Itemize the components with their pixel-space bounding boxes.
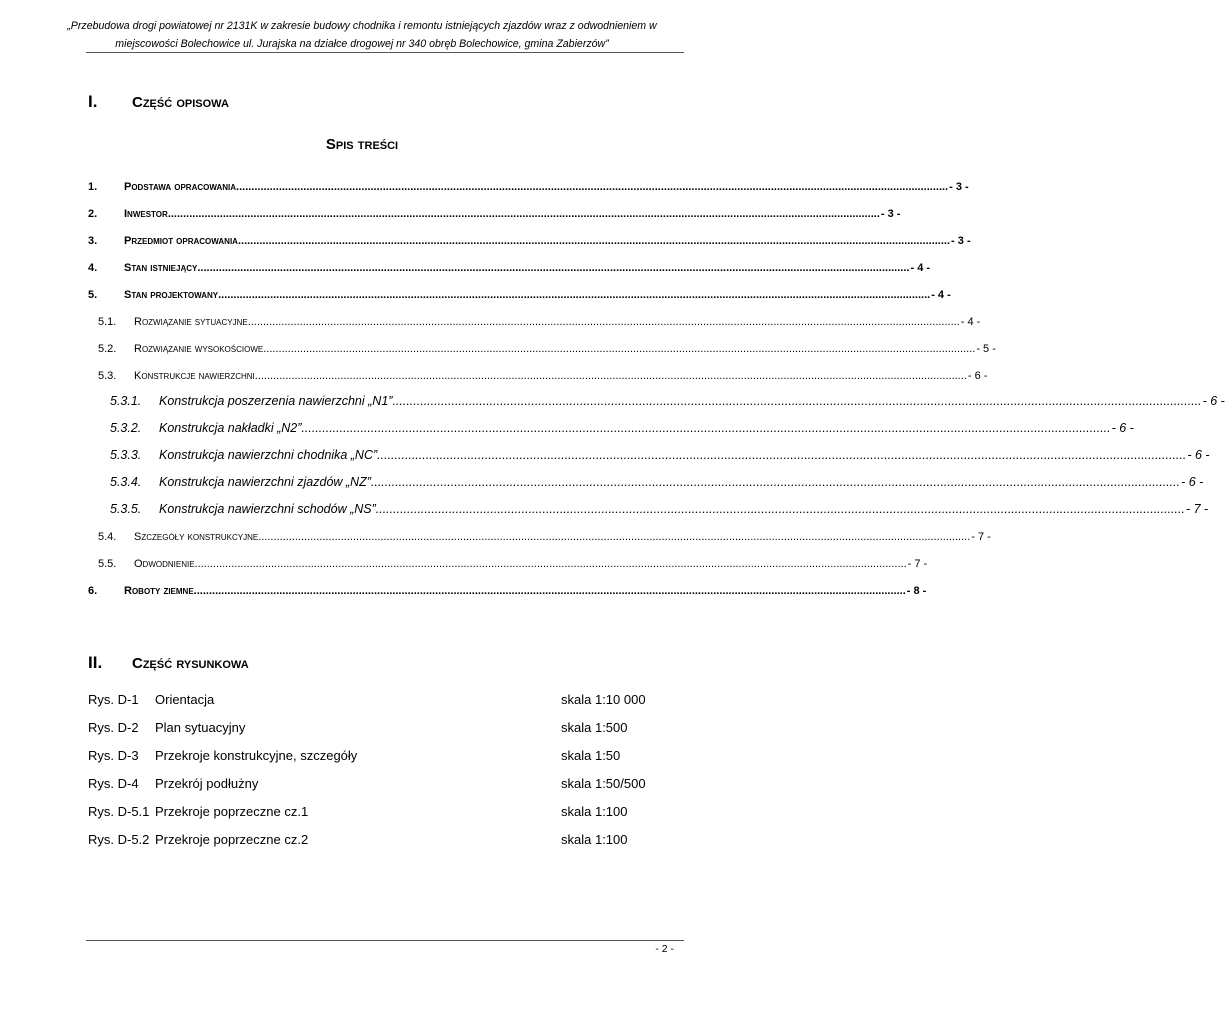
toc-entry-label: Konstrukcja poszerzenia nawierzchni „N1” (159, 394, 393, 408)
toc-entry-label: Szczegóły konstrukcyjne (134, 531, 259, 543)
toc-entry-page: - 6 - (1187, 448, 1210, 462)
toc-entry[interactable] (88, 415, 1134, 435)
toc-entry-number: 5.3.5. (110, 502, 142, 516)
toc-entry-number: 6. (88, 585, 98, 597)
toc-entry[interactable] (88, 577, 927, 597)
toc-entry-number: 5.4. (98, 531, 117, 543)
drawing-scale: skala 1:100 (561, 832, 628, 847)
toc-entry-label: Inwestor (124, 208, 168, 220)
footer-divider (86, 940, 684, 941)
toc-entry-page: - 4 - (910, 262, 931, 274)
toc-leader-dots: ......................................................................................................................................................................................................................................... (263, 343, 976, 355)
toc-entry[interactable] (88, 442, 1210, 462)
document-header (40, 17, 684, 53)
toc-entry-label: Podstawa opracowania (124, 181, 237, 193)
toc-entry-number: 5.5. (98, 558, 117, 570)
toc-entry-label: Konstrukcja nawierzchni zjazdów „NZ” (159, 475, 371, 489)
toc-entry-page: - 3 - (951, 235, 971, 247)
toc-entry-page: - 6 - (1181, 475, 1204, 489)
part-2-title: Część rysunkowa (132, 655, 249, 672)
toc-entry-number: 4. (88, 262, 98, 274)
toc-entry[interactable] (88, 335, 996, 355)
header-divider (86, 52, 684, 53)
drawing-row (88, 776, 672, 796)
toc-entry[interactable] (88, 388, 1225, 408)
toc-entry-page: - 3 - (949, 181, 969, 193)
toc-entry[interactable] (88, 254, 931, 274)
drawing-scale: skala 1:50/500 (561, 776, 646, 791)
toc-entry-page: - 5 - (976, 343, 996, 355)
toc-entry-number: 5.1. (98, 316, 117, 328)
toc-entry-number: 5.3.2. (110, 421, 142, 435)
toc-entry-number: 5.3. (98, 370, 117, 382)
toc-entry-page: - 6 - (1202, 394, 1225, 408)
drawing-name: Przekroje poprzeczne cz.1 (155, 804, 309, 819)
toc-entry-number: 1. (88, 181, 98, 193)
toc-leader-dots: ......................................................................................................................................................................................................................................... (167, 208, 880, 220)
toc-entry[interactable] (88, 362, 988, 382)
toc-leader-dots: ......................................................................................................................................................................................................................................... (193, 585, 906, 597)
toc-entry-page: - 6 - (967, 370, 988, 382)
toc-entry-number: 5.3.3. (110, 448, 142, 462)
toc-entry-label: Odwodnienie (134, 558, 195, 570)
drawing-name: Przekrój podłużny (155, 776, 259, 791)
drawing-code: Rys. D-3 (88, 748, 139, 763)
toc-entry-number: 5. (88, 289, 98, 301)
header-line-1: „Przebudowa drogi powiatowej nr 2131K w zakresie budowy chodnika i remontu istniejących zjazdów wraz z odwodnieniem w (67, 20, 657, 32)
toc-leader-dots: ......................................................................................................................................................................................................................................... (370, 475, 1181, 489)
toc-entry-label: Konstrukcja nakładki „N2” (159, 421, 302, 435)
part-2-heading (88, 653, 249, 673)
drawing-name: Plan sytuacyjny (155, 720, 246, 735)
toc-entry[interactable] (88, 281, 951, 301)
drawing-code: Rys. D-5.1 (88, 804, 150, 819)
drawing-scale: skala 1:100 (561, 804, 628, 819)
toc-entry[interactable] (88, 523, 991, 543)
toc-entry[interactable] (88, 496, 1209, 516)
toc-entry[interactable] (88, 173, 969, 193)
drawing-code: Rys. D-5.2 (88, 832, 150, 847)
toc-leader-dots: ......................................................................................................................................................................................................................................... (392, 394, 1202, 408)
page-number: - 2 - (655, 943, 674, 955)
part-2-number: II. (88, 653, 103, 672)
toc-entry-number: 5.3.4. (110, 475, 142, 489)
drawing-name: Orientacja (155, 692, 215, 707)
toc-entry-label: Przedmiot opracowania (124, 235, 238, 247)
drawing-code: Rys. D-2 (88, 720, 139, 735)
drawing-name: Przekroje konstrukcyjne, szczegóły (155, 748, 358, 763)
drawing-row (88, 832, 672, 852)
toc-entry-number: 2. (88, 208, 98, 220)
drawing-row (88, 748, 672, 768)
toc-entry[interactable] (88, 550, 928, 570)
toc-title: Spis treści (325, 136, 399, 153)
toc-entry-page: - 7 - (907, 558, 928, 570)
toc-entry-label: Roboty ziemne (124, 585, 194, 597)
toc-entry-number: 5.3.1. (110, 394, 142, 408)
drawing-code: Rys. D-1 (88, 692, 139, 707)
drawing-row (88, 720, 672, 740)
toc-entry-number: 5.2. (98, 343, 117, 355)
drawing-scale: skala 1:50 (561, 748, 621, 763)
toc-entry[interactable] (88, 227, 971, 247)
part-1-number: I. (88, 92, 98, 111)
drawing-row (88, 692, 672, 712)
toc-leader-dots: ......................................................................................................................................................................................................................................... (254, 370, 967, 382)
toc-leader-dots: ......................................................................................................................................................................................................................................... (197, 262, 910, 274)
toc-entry-page: - 3 - (880, 208, 901, 220)
toc-leader-dots: ......................................................................................................................................................................................................................................... (258, 531, 971, 543)
toc-entry-page: - 4 - (960, 316, 981, 328)
toc-entry-page: - 4 - (931, 289, 951, 301)
toc-entry-label: Konstrukcja nawierzchni schodów „NS” (159, 502, 376, 516)
toc-leader-dots: ......................................................................................................................................................................................................................................... (301, 421, 1111, 435)
drawing-scale: skala 1:10 000 (561, 692, 646, 707)
toc-entry-number: 3. (88, 235, 98, 247)
toc-leader-dots: ......................................................................................................................................................................................................................................... (247, 316, 960, 328)
toc-leader-dots: ......................................................................................................................................................................................................................................... (236, 181, 949, 193)
toc-entry-page: - 6 - (1111, 421, 1134, 435)
toc-entry-label: Stan istniejący (124, 262, 198, 274)
toc-entry-page: - 7 - (971, 531, 991, 543)
toc-entry-label: Konstrukcje nawierzchni (134, 370, 255, 382)
part-1-heading (88, 92, 229, 112)
drawing-code: Rys. D-4 (88, 776, 139, 791)
header-line-2: miejscowości Bolechowice ul. Jurajska na działce drogowej nr 340 obręb Bolechowice, gmina Zabierzów” (115, 38, 609, 50)
drawing-row (88, 804, 672, 824)
toc-leader-dots: ......................................................................................................................................................................................................................................... (375, 502, 1185, 516)
drawing-scale: skala 1:500 (561, 720, 628, 735)
toc-leader-dots: ......................................................................................................................................................................................................................................... (194, 558, 907, 570)
part-1-title: Część opisowa (132, 94, 229, 111)
toc-entry-page: - 7 - (1185, 502, 1209, 516)
toc-entry-label: Rozwiązanie sytuacyjne (134, 316, 248, 328)
toc-entry[interactable] (88, 308, 981, 328)
toc-entry-label: Stan projektowany (124, 289, 219, 301)
toc-leader-dots: ......................................................................................................................................................................................................................................... (377, 448, 1187, 462)
toc-entry-label: Konstrukcja nawierzchni chodnika „NC” (159, 448, 378, 462)
toc-entry[interactable] (88, 200, 901, 220)
toc-entry-label: Rozwiązanie wysokościowe (134, 343, 264, 355)
toc-leader-dots: ......................................................................................................................................................................................................................................... (218, 289, 931, 301)
drawing-name: Przekroje poprzeczne cz.2 (155, 832, 309, 847)
toc-entry-page: - 8 - (906, 585, 927, 597)
toc-entry[interactable] (88, 469, 1204, 489)
toc-leader-dots: ......................................................................................................................................................................................................................................... (237, 235, 951, 247)
